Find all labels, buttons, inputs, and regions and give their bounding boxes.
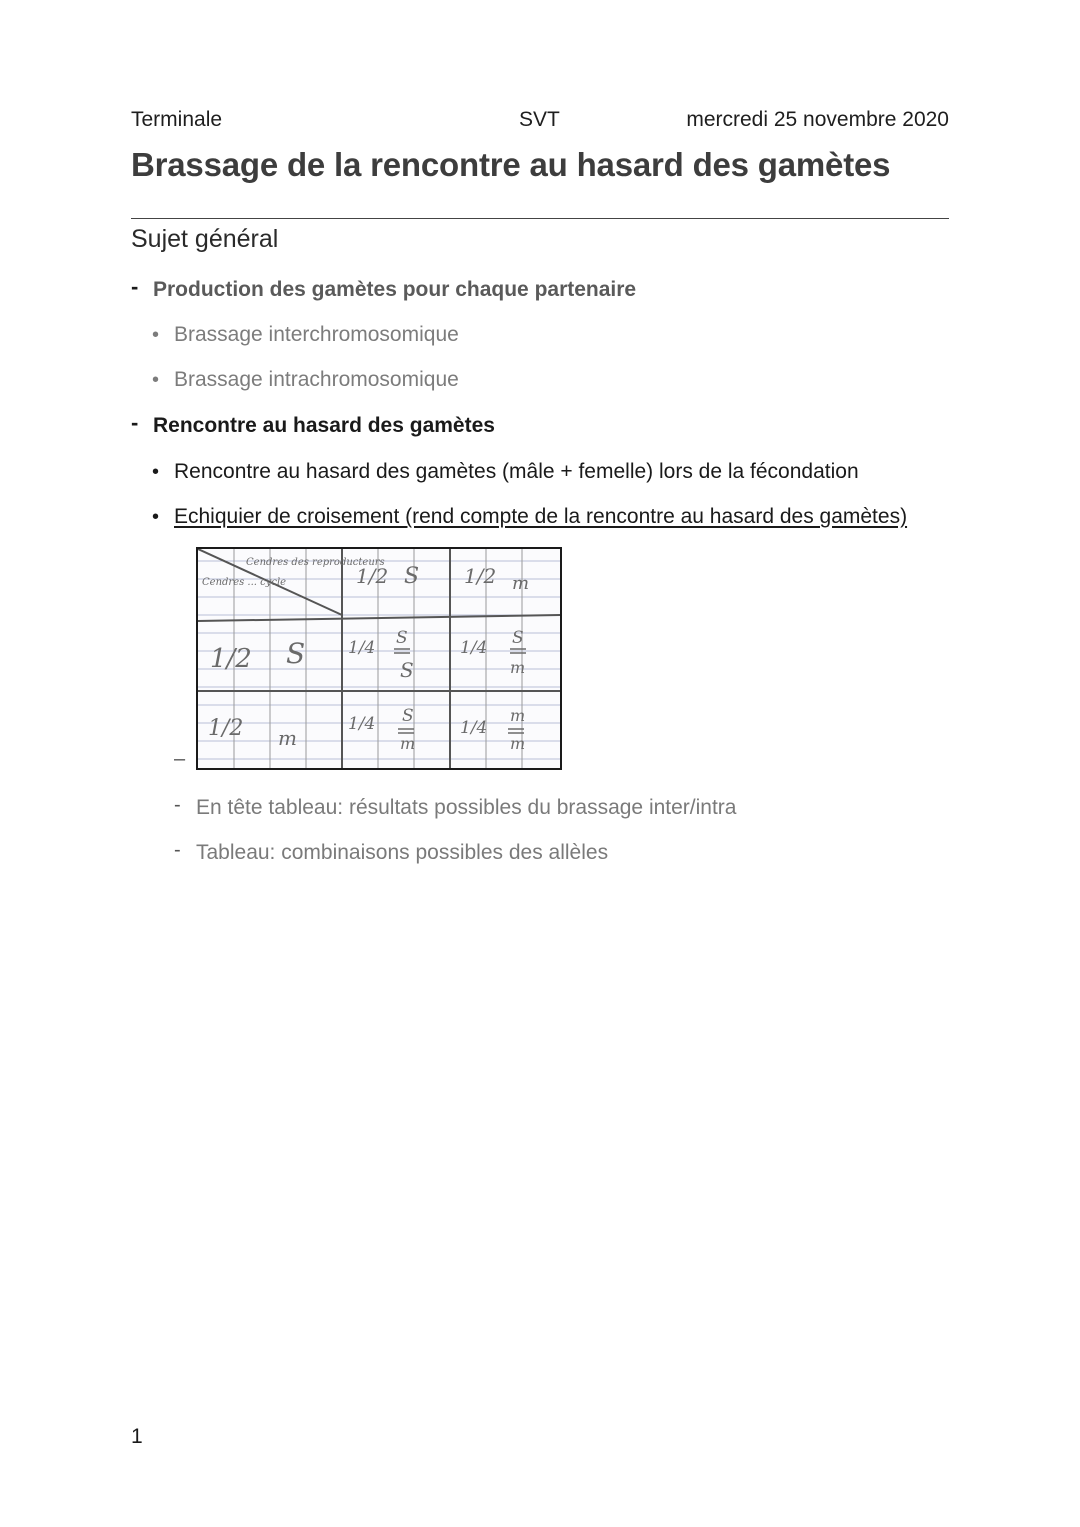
grid-cell-r2c1-top: S: [402, 706, 414, 726]
bullet-marker: •: [152, 369, 160, 391]
grid-cell-r2c1-bottom: m: [400, 734, 416, 753]
note-tableau: Tableau: combinaisons possibles des allèles: [196, 841, 609, 864]
section-heading: Sujet général: [131, 225, 279, 253]
header-level: Terminale: [131, 108, 223, 131]
grid-row1-allele: S: [286, 637, 306, 670]
bullet-marker: •: [152, 324, 160, 346]
note-en-tete: En tête tableau: résultats possibles du brassage inter/intra: [196, 796, 737, 819]
grid-cell-r2c2-top: m: [510, 706, 526, 725]
grid-row2-freq: 1/2: [208, 716, 244, 741]
grid-cell-r2c1-freq: 1/4: [348, 714, 376, 734]
subitem-interchromosomique: Brassage interchromosomique: [174, 323, 459, 346]
grid-row1-freq: 1/2: [210, 644, 252, 674]
crossing-grid-photo: [196, 547, 562, 770]
grid-col1-allele: S: [404, 564, 420, 589]
grid-cell-r2c2-bottom: m: [510, 734, 526, 753]
outline-item-production: Production des gamètes pour chaque partenaire: [153, 278, 637, 301]
grid-corner-top: Cendres des reproducteurs: [246, 557, 385, 568]
grid-cell-r1c1-freq: 1/4: [348, 638, 376, 658]
subitem-fecondation: Rencontre au hasard des gamètes (mâle + femelle) lors de la fécondation: [174, 460, 859, 483]
handwritten-grid-drawing: [198, 549, 560, 768]
grid-col1-freq: 1/2: [356, 564, 389, 588]
dash-marker: -: [131, 410, 139, 435]
title-divider: [131, 218, 949, 219]
grid-cell-r1c1-top: S: [396, 628, 408, 648]
dash-marker: -: [131, 274, 139, 299]
outline-item-rencontre: Rencontre au hasard des gamètes: [153, 414, 495, 437]
grid-row2-allele: m: [278, 726, 297, 750]
bullet-marker: •: [152, 506, 160, 528]
header-subject: SVT: [519, 108, 560, 131]
bullet-marker: •: [152, 461, 160, 483]
page-number: 1: [131, 1425, 143, 1448]
grid-cell-r1c2-freq: 1/4: [460, 638, 488, 658]
grid-cell-r1c1-bottom: S: [400, 658, 414, 682]
dash-marker: -: [174, 839, 181, 861]
grid-cell-r2c2-freq: 1/4: [460, 718, 488, 738]
dash-marker: –: [174, 748, 186, 770]
grid-cell-r1c2-bottom: m: [510, 658, 526, 677]
page-title: Brassage de la rencontre au hasard des gamètes: [131, 146, 891, 183]
subitem-echiquier: Echiquier de croisement (rend compte de la rencontre au hasard des gamètes): [174, 505, 908, 528]
dash-marker: -: [174, 794, 181, 816]
document-header: [131, 108, 949, 136]
subitem-intrachromosomique: Brassage intrachromosomique: [174, 368, 459, 391]
grid-cell-r1c2-top: S: [512, 628, 524, 648]
header-date: mercredi 25 novembre 2020: [686, 108, 949, 131]
grid-col2-allele: m: [512, 573, 530, 594]
grid-corner-left: Cendres ... cycle: [202, 577, 287, 588]
grid-col2-freq: 1/2: [464, 564, 497, 588]
